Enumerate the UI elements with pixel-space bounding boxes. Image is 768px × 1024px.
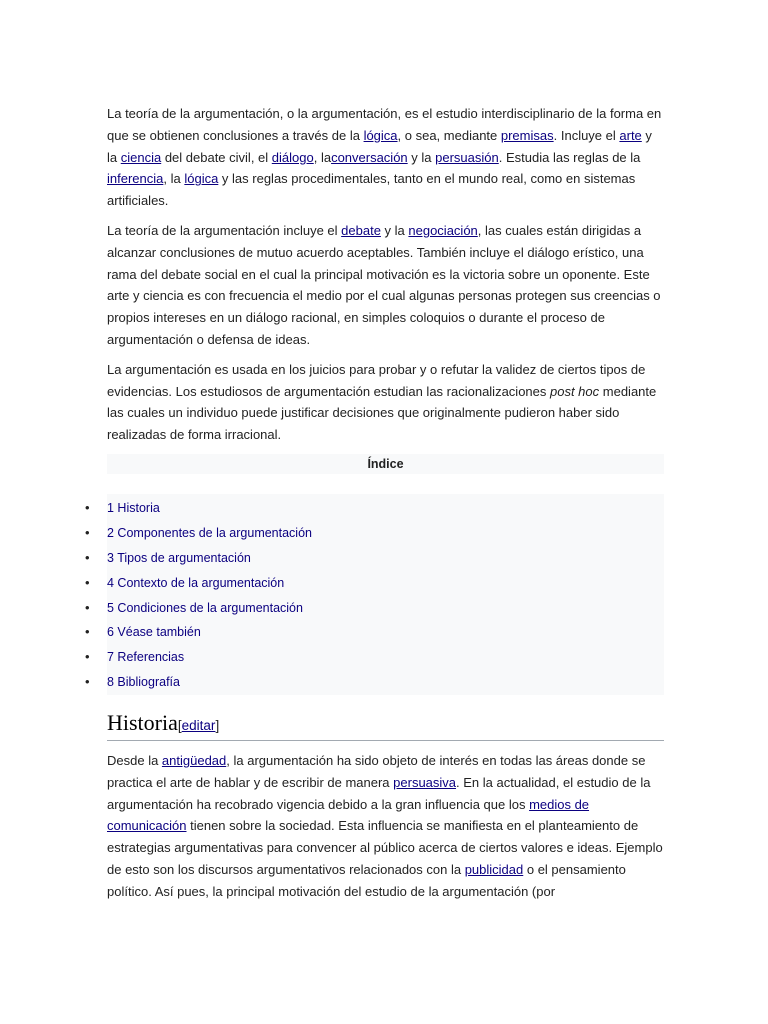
toc-link-referencias[interactable]: 7 Referencias [107,650,185,665]
toc-link-contexto[interactable]: 4 Contexto de la argumentación [107,575,285,590]
history-paragraph-1 [107,750,664,903]
toc-link-vease[interactable]: 6 Véase también [107,625,201,640]
toc-item [85,521,664,546]
intro-paragraph-1 [107,103,664,212]
text-span: La argumentación es usada en los juicios para probar y o refutar la validez de ciertos tipos de evidencias. Los estudiosos de argumentación estudian las racionalizaciones [107,361,646,399]
bracket-open: [ [177,718,182,734]
toc-item [85,620,664,645]
text-span: y la [380,222,409,238]
text-span: o el pensamiento político. Así pues, la principal motivación del estudio de la argumentación (por [107,862,626,899]
link-persuasion[interactable]: persuasión [435,149,499,165]
link-premisas[interactable]: premisas [500,127,554,143]
toc-link-tipos[interactable]: 3 Tipos de argumentación [107,550,251,565]
text-span: , o sea, mediante [397,127,501,143]
link-negociacion[interactable]: negociación [408,222,478,238]
link-logica[interactable]: lógica [363,127,398,143]
section-heading-historia [107,709,664,741]
link-publicidad[interactable]: publicidad [464,862,524,878]
bullet-icon: • [85,649,90,665]
link-antiguedad[interactable]: antigüedad [161,753,227,769]
text-span: . Incluye el [553,127,620,143]
toc-link-componentes[interactable]: 2 Componentes de la argumentación [107,525,312,540]
toc-link-historia[interactable]: 1 Historia [107,500,160,515]
post-hoc-term: post hoc [550,383,600,399]
text-span: La teoría de la argumentación, o la argumentación, es el estudio interdisciplinario de la forma en que se obtienen conclusiones a través de la [107,106,662,143]
link-conversacion[interactable]: conversación [331,149,408,165]
edit-section [178,718,219,733]
text-span: . Estudia las reglas de la [498,149,641,165]
text-span: mediante las cuales un individuo puede justificar decisiones que originalmente pudieron haber sido realizadas de forma irracional. [107,383,657,443]
link-ciencia[interactable]: ciencia [120,149,162,165]
toc-title: Índice [107,454,664,474]
bullet-icon: • [85,549,90,565]
link-persuasiva[interactable]: persuasiva [393,774,457,790]
text-span: , la [163,171,185,187]
bullet-icon: • [85,674,90,690]
intro-paragraph-2 [107,220,664,351]
text-span: y la [407,149,436,165]
link-logica-2[interactable]: lógica [184,171,219,187]
text-span: , las cuales están dirigidas a alcanzar conclusiones de mutuo acuerdo aceptables. También incluye el diálogo erístico, una rama del debate social en el cual la principal motivación es la victoria sobre un oponente. Este arte y ciencia es con frecuencia el medio por el cual algunas personas protegen sus creencias o propios intereses en un diálogo racional, en simples coloquios o durante el proceso de argumentación o defensa de ideas. [107,222,661,347]
bracket-close: ] [215,718,220,734]
toc-link-bibliografia[interactable]: 8 Bibliografía [107,675,180,690]
bullet-icon: • [85,524,90,540]
toc-item [85,596,664,621]
bullet-icon: • [85,574,90,590]
text-span: La teoría de la argumentación incluye el [107,222,342,238]
intro-paragraph-3 [107,359,664,446]
article-content [85,103,664,911]
text-span: , la argumentación ha sido objeto de interés en todas las áreas donde se practica el arte de hablar y de escribir de manera [107,753,646,790]
text-span: del debate civil, el [161,149,272,165]
bullet-icon: • [85,499,90,515]
link-arte[interactable]: arte [619,127,642,143]
text-span: tienen sobre la sociedad. Esta influencia se manifiesta en el planteamiento de estrategias argumentativas para convencer al público acerca de ciertos valores e ideas. Ejemplo de esto son los discursos argumentativos relacionados con la [107,818,663,878]
link-dialogo[interactable]: diálogo [271,149,314,165]
toc-item [85,645,664,670]
toc-item [85,496,664,521]
heading-text: Historia [107,710,178,736]
toc-item [85,571,664,596]
bullet-icon: • [85,599,90,615]
link-debate[interactable]: debate [341,222,381,238]
toc-item [85,546,664,571]
toc-link-condiciones[interactable]: 5 Condiciones de la argumentación [107,600,303,615]
text-span: Desde la [107,753,162,769]
text-span: y la [107,127,652,165]
toc-item [85,670,664,695]
edit-link[interactable]: editar [181,718,216,734]
link-medios-de-comunicacion[interactable]: medios de comunicación [107,796,590,834]
text-span: y las reglas procedimentales, tanto en el mundo real, como en sistemas artificiales. [107,171,636,209]
text-span: . En la actualidad, el estudio de la argumentación ha recobrado vigencia debido a la gran influencia que los [107,774,651,812]
text-span: , la [313,149,332,165]
bullet-icon: • [85,624,90,640]
link-inferencia[interactable]: inferencia [107,171,164,187]
toc-list [85,494,664,695]
